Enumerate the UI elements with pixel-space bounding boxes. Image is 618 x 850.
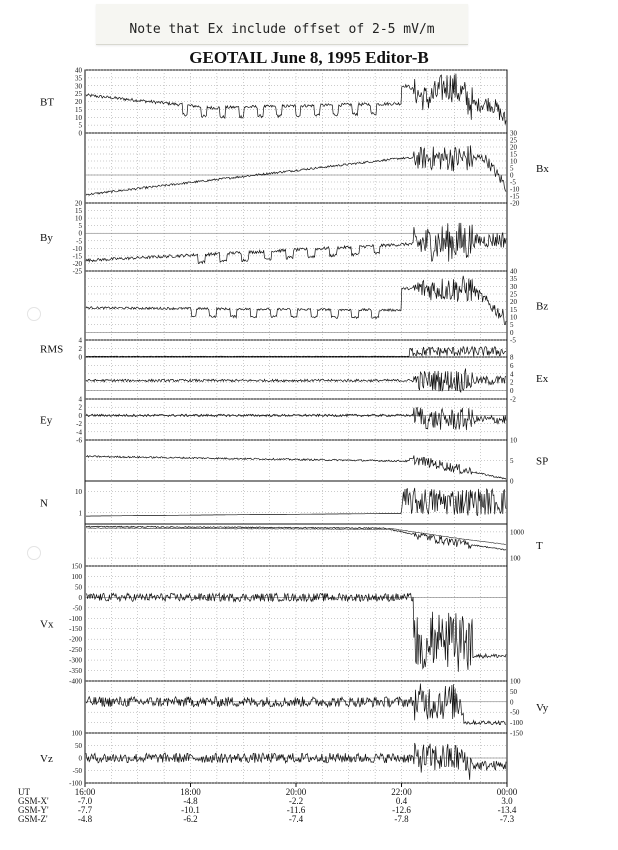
tick-label-vz: 100	[71, 729, 82, 738]
tick-label-ex: 4	[510, 370, 514, 379]
tick-label-sp: 5	[510, 457, 514, 465]
tick-label-bx: 25	[510, 136, 517, 145]
tick-label-by: -25	[72, 267, 82, 276]
tick-label-bz: 10	[510, 313, 517, 322]
ephemeris-label-gsm-x: GSM-X'	[18, 796, 49, 806]
tick-label-ey: 4	[78, 395, 82, 404]
panel-label-bz: Bz	[536, 300, 549, 313]
ephemeris-value-gsm-z: -6.2	[183, 814, 198, 824]
tick-label-bz: 20	[510, 298, 517, 307]
tick-label-bt: 35	[75, 74, 82, 83]
note-text: Note that Ex include offset of 2-5 mV/m	[129, 22, 435, 37]
panel-frame-vy	[85, 681, 507, 733]
tick-label-bx: 5	[510, 164, 514, 173]
tick-label-vz: 50	[75, 742, 82, 750]
panel-label-sp: SP	[536, 455, 549, 468]
tick-label-by: -20	[72, 259, 82, 268]
panel-label-t: T	[536, 540, 543, 552]
panel-frame-bz	[85, 271, 507, 340]
tick-label-vx: 100	[71, 572, 82, 581]
tick-label-vy: -150	[510, 729, 523, 738]
tick-label-by: -10	[72, 244, 82, 253]
tick-label-sp: 0	[510, 477, 514, 486]
panel-label-by: By	[40, 232, 53, 244]
tick-label-vx: -150	[69, 625, 82, 634]
tick-label-bt: 10	[75, 113, 82, 122]
tick-label-vx: -300	[69, 656, 82, 665]
tick-label-vx: -400	[69, 677, 82, 686]
ephemeris-value-gsm-y: -13.4	[497, 805, 517, 815]
panel-label-vy: Vy	[536, 702, 549, 714]
tick-label-vy: 50	[510, 687, 517, 696]
tick-label-ey: -2	[76, 420, 82, 429]
ephemeris-label-gsm-z: GSM-Z'	[18, 814, 48, 824]
ephemeris-value-gsm-y: -11.6	[286, 805, 306, 815]
tick-label-vy: -100	[510, 719, 523, 728]
tick-label-vx: -250	[69, 646, 82, 655]
tick-label-t: 1000	[510, 528, 524, 537]
tick-label-bx: 30	[510, 129, 517, 138]
tick-label-rms: 0	[78, 353, 82, 362]
tick-label-by: 5	[78, 222, 82, 231]
tick-label-ex: 2	[510, 378, 514, 387]
panel-label-bt: BT	[40, 96, 55, 109]
tick-label-bx: 10	[510, 157, 517, 166]
tick-label-ex: 0	[510, 387, 514, 396]
ephemeris-value-gsm-y: -7.7	[77, 805, 93, 815]
tick-label-ey: 2	[78, 403, 82, 412]
tick-label-bx: -5	[510, 178, 516, 187]
panel-label-ey: Ey	[40, 414, 53, 427]
panel-label-ex: Ex	[536, 373, 549, 385]
tick-label-by: 20	[75, 199, 82, 208]
tick-label-bt: 0	[78, 129, 82, 138]
ephemeris-value-gsm-x: -2.2	[288, 796, 304, 806]
page-title: GEOTAIL June 8, 1995 Editor-B	[189, 48, 429, 67]
tick-label-ex: 8	[510, 353, 514, 362]
ephemeris-label-ut: UT	[18, 787, 30, 797]
ephemeris-value-gsm-x: -7.0	[77, 796, 93, 806]
tick-label-bz: 40	[510, 267, 517, 276]
tick-label-bx: 15	[510, 150, 517, 159]
tick-label-by: -15	[72, 252, 82, 261]
tick-label-bt: 25	[75, 90, 82, 99]
tick-label-by: 10	[75, 214, 82, 223]
panel-label-vz: Vz	[40, 753, 53, 765]
tick-label-bx: -15	[510, 192, 520, 201]
tick-label-vz: -50	[72, 767, 82, 775]
ephemeris-value-gsm-z: -7.3	[499, 814, 515, 824]
tick-label-vy: 100	[510, 677, 521, 686]
tick-label-ex: -2	[510, 395, 516, 404]
tick-label-rms: 2	[78, 345, 82, 353]
ephemeris-value-gsm-x: 0.4	[395, 796, 408, 806]
tick-label-n: 10	[75, 487, 82, 496]
ephemeris-value-gsm-z: -4.8	[77, 814, 93, 824]
tick-label-vx: -50	[72, 604, 82, 613]
tick-label-t: 100	[510, 554, 521, 563]
ephemeris-value-gsm-z: -7.4	[288, 814, 304, 824]
ephemeris-label-gsm-y: GSM-Y'	[18, 805, 49, 815]
tick-label-bt: 30	[75, 82, 82, 91]
tick-label-vy: 0	[510, 698, 514, 707]
tick-label-rms: 4	[78, 336, 82, 345]
tick-label-vx: -350	[69, 667, 82, 676]
tick-label-bx: -10	[510, 185, 520, 194]
panel-label-bx: Bx	[536, 163, 549, 175]
tick-label-by: 15	[75, 207, 82, 216]
tick-label-vx: 150	[71, 562, 82, 571]
tick-label-bx: 20	[510, 143, 517, 152]
tick-label-bz: 5	[510, 321, 514, 330]
tick-label-vx: -200	[69, 635, 82, 644]
tick-label-bt: 40	[75, 66, 82, 75]
panel-label-n: N	[40, 497, 48, 510]
series-line-vy	[86, 684, 506, 725]
tick-label-sp: 10	[510, 436, 517, 445]
ephemeris-value-ut: 18:00	[180, 787, 201, 797]
tick-label-bz: 25	[510, 290, 517, 299]
ephemeris-value-gsm-z: -7.8	[394, 814, 409, 824]
tick-label-vz: -100	[69, 779, 82, 788]
tick-label-vz: 0	[78, 754, 82, 763]
tick-label-bt: 15	[75, 105, 82, 114]
tick-label-bt: 20	[75, 98, 82, 106]
tick-label-bx: 0	[510, 171, 514, 180]
tick-label-bz: 15	[510, 305, 517, 314]
tick-label-ey: -6	[76, 436, 82, 445]
tick-label-bt: 5	[78, 121, 82, 130]
tick-label-bz: 35	[510, 275, 517, 284]
tick-label-bx: -20	[510, 199, 520, 208]
ephemeris-value-ut: 20:00	[285, 787, 307, 797]
ephemeris-value-gsm-y: -10.1	[181, 805, 200, 815]
ephemeris-value-gsm-x: -4.8	[183, 796, 198, 806]
tick-label-bz: -5	[510, 336, 516, 345]
tick-label-vx: -100	[69, 614, 82, 623]
tick-label-ey: 0	[78, 411, 82, 420]
tick-label-vy: -50	[510, 708, 520, 717]
tick-label-ey: -4	[76, 428, 82, 437]
tick-label-ex: 6	[510, 361, 514, 370]
panel-label-vx: Vx	[40, 618, 54, 631]
ephemeris-value-gsm-y: -12.6	[392, 805, 411, 815]
ephemeris-value-ut: 22:00	[391, 787, 412, 797]
tick-label-by: -5	[76, 237, 82, 246]
ephemeris-value-ut: 16:00	[74, 787, 96, 797]
ephemeris-value-ut: 00:00	[496, 787, 518, 797]
tick-label-by: 0	[78, 229, 82, 238]
ephemeris-value-gsm-x: 3.0	[501, 796, 513, 806]
panel-label-rms: RMS	[40, 343, 64, 356]
tick-label-vx: 0	[78, 593, 82, 602]
tick-label-n: 1	[78, 509, 82, 518]
tick-label-bz: 0	[510, 328, 514, 337]
series-line-bt	[86, 74, 506, 125]
series-line-t	[86, 526, 506, 550]
tick-label-vx: 50	[75, 583, 82, 592]
tick-label-bz: 30	[510, 282, 517, 291]
